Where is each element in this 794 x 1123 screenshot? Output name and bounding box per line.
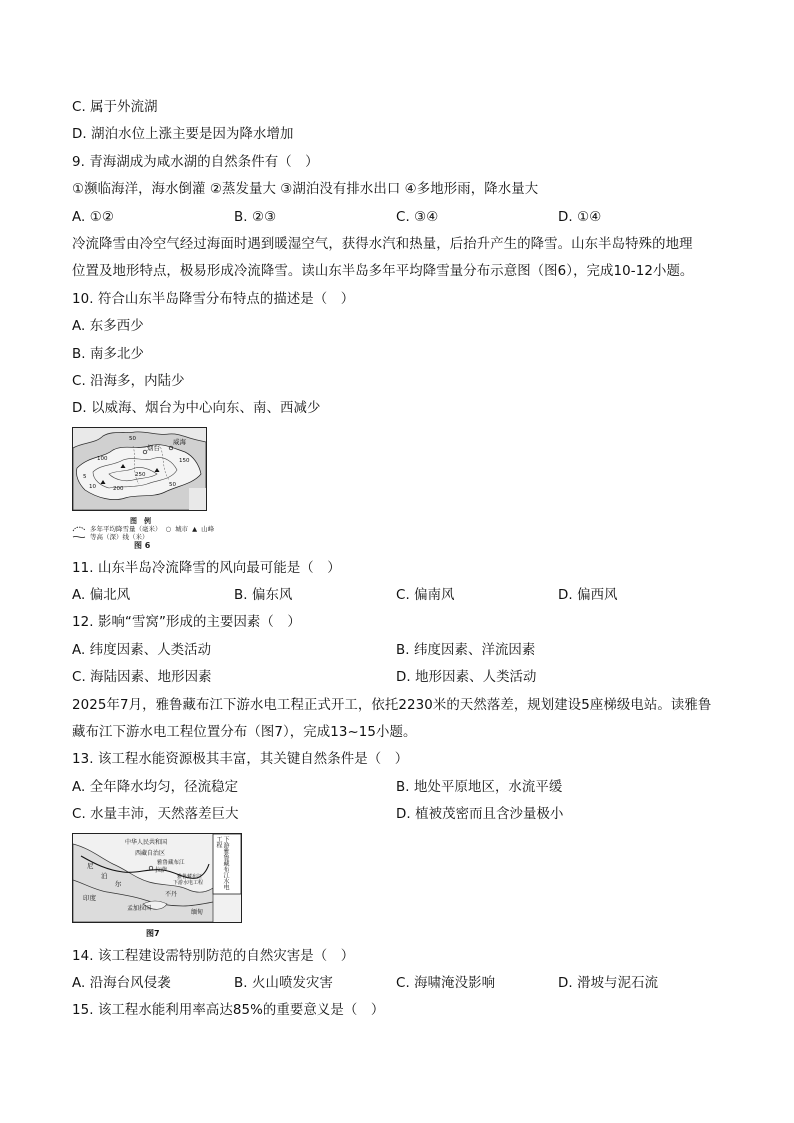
label-lhasa: 拉萨 [155,866,168,874]
q14-option-c: C. 海啸淹没影响 [396,975,496,991]
legend-contour: 等高（深）线（米） [90,532,149,541]
q9-option-a: A. ①② [72,209,114,225]
question-10: 10. 符合山东半岛降雪分布特点的描述是（ ） [72,291,355,307]
legend-row-1 [72,525,722,533]
question-13-options-ab [72,774,722,801]
question-14-options [72,970,722,997]
question-13: 13. 该工程水能资源极其丰富，其关键自然条件是（ ） [72,752,409,768]
question-9-statements: ①濒临海洋，海水倒灌 ②蒸发量大 ③湖泊没有排水出口 ④多地形雨，降水量大 [72,182,539,198]
question-12-options-cd [72,664,722,691]
label-myanmar: 缅甸 [191,908,204,916]
q14-option-b: B. 火山喷发灾害 [234,975,333,991]
question-9: 9. 青海湖成为咸水湖的自然条件有（ ） [72,154,319,170]
question-11: 11. 山东半岛冷流降雪的风向最可能是（ ） [72,560,341,576]
project-box-text: 下游雅鲁藏布江水电工程 [215,835,229,890]
legend-city: 城市 [175,524,189,533]
q9-option-c: C. ③④ [396,209,439,225]
q8-option-d: D. 湖泊水位上涨主要是因为降水增加 [72,127,294,143]
label-river-lower: 雅鲁藏布江 [177,873,203,880]
q9-option-b: B. ②③ [234,209,277,225]
snow-isoline-icon [72,525,86,533]
question-9-options [72,204,722,231]
label-contour-50-b: 50 [169,481,176,488]
q12-option-a: A. 纬度因素、人类活动 [72,642,212,658]
intro-10-12-line2: 位置及地形特点，极易形成冷流降雪。读山东半岛多年平均降雪量分布示意图（图6），完成10-12小题。 [72,264,694,280]
q12-option-d: D. 地形因素、人类活动 [396,670,537,686]
q13-option-c: C. 水量丰沛，天然落差巨大 [72,807,239,823]
label-nepal-3: 尔 [115,879,122,888]
figure-6-legend [72,517,722,551]
q10-option-b: B. 南多北少 [72,346,144,362]
label-bhutan: 不丹 [165,890,178,898]
label-project-marker: 下游水电工程 [173,879,204,886]
question-14: 14. 该工程建设需特别防范的自然灾害是（ ） [72,948,355,964]
q11-option-b: B. 偏东风 [234,588,293,604]
contour-line-icon [72,533,86,541]
legend-peak: 山峰 [201,524,215,533]
label-prc: 中华人民共和国 [125,838,168,846]
q13-option-b: B. 地处平原地区，水流平缓 [396,779,563,795]
label-contour-50-a: 50 [129,435,136,442]
label-bangladesh: 孟加拉国 [127,904,152,912]
q10-option-c: C. 沿海多，内陆少 [72,373,185,389]
label-contour-150: 150 [179,457,190,464]
question-12: 12. 影响“雪窝”形成的主要因素（ ） [72,615,301,631]
legend-row-2 [72,533,722,541]
label-india: 印度 [83,893,96,902]
legend-snow: 多年平均降雪量（毫米） [90,524,162,533]
figure-6 [72,427,722,551]
peak-icon: ▲ [192,524,198,533]
intro-13-15-line1: 2025年7月，雅鲁藏布江下游水电工程正式开工，依托2230米的天然落差，规划建设5座梯级电站。读雅鲁 [72,697,712,713]
city-icon: ○ [165,524,172,533]
figure-6-caption: 图 6 [134,540,151,550]
q14-option-d: D. 滑坡与泥石流 [558,975,659,991]
intro-10-12-line1: 冷流降雪由冷空气经过海面时遇到暖湿空气，获得水汽和热量，后抬升产生的降雪。山东半岛特殊的地理 [72,236,693,252]
label-weihai: 威海 [173,437,186,446]
label-nepal-1: 尼 [87,861,94,870]
label-snow-5: 5 [83,473,87,480]
q10-option-a: A. 东多西少 [72,319,144,335]
q14-option-a: A. 沿海台风侵袭 [72,975,171,991]
label-nepal-2: 泊 [101,871,108,880]
question-15: 15. 该工程水能利用率高达85%的重要意义是（ ） [72,1003,385,1019]
shandong-map-drawing [73,428,206,510]
question-12-options-ab [72,637,722,664]
yarlung-tsangpo-map [72,833,242,923]
label-yantai: 烟台 [147,443,160,452]
legend-title: 图 例 [130,516,151,525]
label-contour-100: 100 [97,455,108,462]
q10-option-d: D. 以威海、烟台为中心向东、南、西减少 [72,401,321,417]
yarlung-map-drawing [73,834,241,922]
q11-option-a: A. 偏北风 [72,588,131,604]
q12-option-b: B. 纬度因素、洋流因素 [396,642,536,658]
q8-option-c: C. 属于外流湖 [72,100,158,115]
q12-option-c: C. 海陆因素、地形因素 [72,670,212,686]
exam-page [72,94,722,1025]
label-contour-250: 250 [135,471,146,478]
q13-option-a: A. 全年降水均匀，径流稳定 [72,779,239,795]
intro-13-15-line2: 藏布江下游水电工程位置分布（图7），完成13~15小题。 [72,725,417,741]
question-11-options [72,582,722,609]
q13-option-d: D. 植被茂密而且含沙量极小 [396,807,564,823]
label-tibet: 西藏自治区 [135,849,166,857]
question-13-options-cd [72,801,722,828]
figure-7 [72,833,722,939]
figure-7-caption: 图7 [146,928,160,938]
q11-option-d: D. 偏西风 [558,588,618,604]
shandong-snowfall-map [72,427,207,511]
label-river-top: 雅鲁藏布江 [157,859,185,866]
q11-option-c: C. 偏南风 [396,588,455,604]
label-contour-200: 200 [113,485,124,492]
label-snow-10: 10 [89,483,96,490]
q9-option-d: D. ①④ [558,209,602,225]
